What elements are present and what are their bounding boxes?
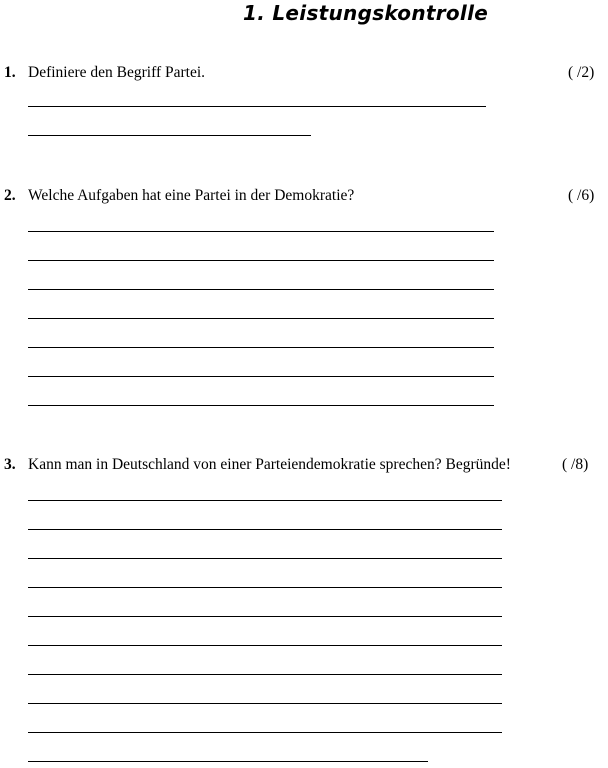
answer-line[interactable]	[28, 260, 494, 261]
answer-line[interactable]	[28, 289, 494, 290]
answer-line[interactable]	[28, 347, 494, 348]
answer-line[interactable]	[28, 645, 502, 646]
answer-line[interactable]	[28, 732, 502, 733]
question-1	[0, 62, 608, 84]
question-points: ( /2)	[568, 64, 595, 81]
answer-line[interactable]	[28, 703, 502, 704]
answer-line[interactable]	[28, 500, 502, 501]
answer-line[interactable]	[28, 405, 494, 406]
answer-line[interactable]	[28, 616, 502, 617]
question-number: 3.	[4, 456, 16, 473]
question-number: 1.	[4, 64, 16, 81]
answer-line[interactable]	[28, 529, 502, 530]
answer-line[interactable]	[28, 674, 502, 675]
answer-line[interactable]	[28, 231, 494, 232]
answer-line[interactable]	[28, 558, 502, 559]
question-text: Definiere den Begriff Partei.	[28, 64, 206, 81]
answer-line[interactable]	[28, 587, 502, 588]
question-2	[0, 185, 608, 207]
question-points: ( /8)	[562, 456, 589, 473]
question-3	[0, 454, 608, 476]
answer-line[interactable]	[28, 761, 428, 762]
answer-line[interactable]	[28, 135, 311, 136]
question-points: ( /6)	[568, 187, 595, 204]
answer-line[interactable]	[28, 106, 486, 107]
page-title: 1. Leistungskontrolle	[243, 1, 489, 25]
question-text: Kann man in Deutschland von einer Parteiendemokratie sprechen? Begründe!	[28, 456, 511, 473]
question-text: Welche Aufgaben hat eine Partei in der Demokratie?	[28, 187, 355, 204]
answer-line[interactable]	[28, 376, 494, 377]
answer-line[interactable]	[28, 318, 494, 319]
question-number: 2.	[4, 187, 16, 204]
